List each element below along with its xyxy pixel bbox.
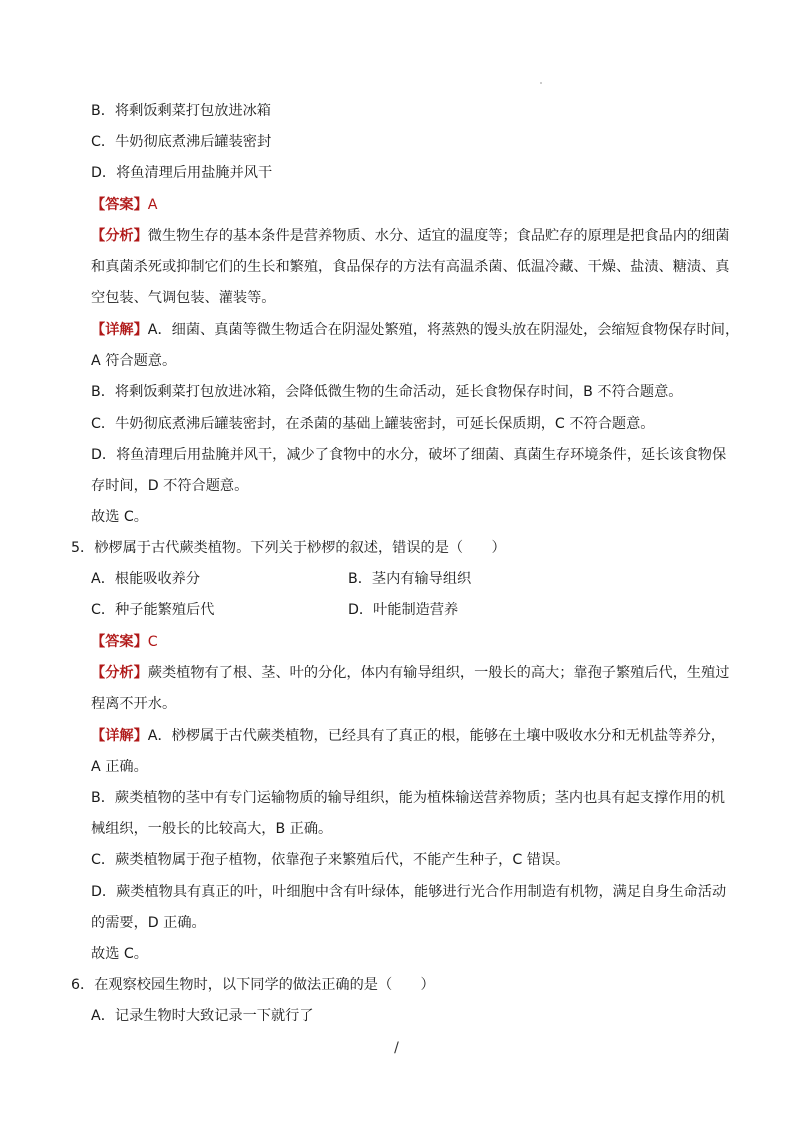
- q6-stem: 6．在观察校园生物时，以下同学的做法正确的是（ ）: [71, 977, 435, 993]
- q4-detail-c: C．牛奶彻底煮沸后罐装密封，在杀菌的基础上罐装密封，可延长保质期，C 不符合题意。: [91, 416, 655, 432]
- q5-detail-d-1: D．蕨类植物具有真正的叶，叶细胞中含有叶绿体，能够进行光合作用制造有机物，满足自身生命活动: [91, 884, 727, 900]
- q5-option-a: A．根能吸收养分: [91, 571, 201, 587]
- q5-detail-b-2: 械组织，一般长的比较高大，B 正确。: [91, 821, 333, 837]
- q4-option-d: D．将鱼清理后用盐腌并风干: [91, 165, 273, 181]
- q5-option-d: D．叶能制造营养: [348, 602, 459, 618]
- q4-option-c: C．牛奶彻底煮沸后罐装密封: [91, 134, 272, 150]
- q4-conclusion: 故选 C。: [91, 509, 148, 525]
- analysis-tag: 【分析】: [91, 665, 148, 681]
- page-number: /: [394, 1040, 399, 1056]
- scan-speck: [540, 82, 542, 84]
- q4-option-b: B．将剩饭剩菜打包放进冰箱: [91, 103, 271, 119]
- answer-tag: 【答案】: [91, 634, 148, 650]
- detail-tag: 【详解】: [91, 728, 148, 744]
- detail-tag: 【详解】: [91, 322, 148, 338]
- q5-detail-c: C．蕨类植物属于孢子植物，依靠孢子来繁殖后代，不能产生种子，C 错误。: [91, 852, 570, 868]
- q5-option-c: C．种子能繁殖后代: [91, 602, 215, 618]
- q4-answer: [91, 195, 731, 215]
- answer-value: C: [147, 634, 158, 650]
- q4-detail-b: B．将剩饭剩菜打包放进冰箱，会降低微生物的生命活动，延长食物保存时间，B 不符合题意。: [91, 384, 683, 400]
- q5-detail-line-2: A 正确。: [91, 759, 148, 775]
- detail-text: A．细菌、真菌等微生物适合在阴湿处繁殖，将蒸熟的馒头放在阴湿处，会缩短食物保存时间，: [147, 322, 740, 338]
- analysis-text: 微生物生存的基本条件是营养物质、水分、适宜的温度等；食品贮存的原理是把食品内的细菌: [147, 228, 730, 244]
- q4-analysis-line-1: [91, 226, 731, 246]
- q5-detail-b-1: B．蕨类植物的茎中有专门运输物质的输导组织，能为植株输送营养物质；茎内也具有起支撑作用的机: [91, 790, 725, 806]
- q5-answer: [91, 632, 731, 652]
- q4-analysis-line-3: 空包装、气调包装、灌装等。: [91, 290, 276, 306]
- q4-analysis-line-2: 和真菌杀死或抑制它们的生长和繁殖，食品保存的方法有高温杀菌、低温冷藏、干燥、盐渍、糖渍、真: [91, 259, 730, 275]
- q5-options-row-2: [91, 600, 731, 620]
- q6-option-a: A．记录生物时大致记录一下就行了: [91, 1008, 314, 1024]
- q5-stem: 5．桫椤属于古代蕨类植物。下列关于桫椤的叙述，错误的是（ ）: [71, 540, 506, 556]
- q5-analysis-line-1: [91, 663, 731, 683]
- q5-option-b: B．茎内有输导组织: [348, 571, 472, 587]
- detail-text: A．桫椤属于古代蕨类植物，已经具有了真正的根，能够在土壤中吸收水分和无机盐等养分，: [147, 728, 725, 744]
- q5-detail-line-1: [91, 726, 731, 746]
- q5-options-row-1: [91, 569, 731, 589]
- q5-detail-d-2: 的需要，D 正确。: [91, 915, 206, 931]
- q4-detail-d-1: D．将鱼清理后用盐腌并风干，减少了食物中的水分，破坏了细菌、真菌生存环境条件，延长该食物保: [91, 447, 727, 463]
- q4-detail-line-2: A 符合题意。: [91, 353, 177, 369]
- analysis-tag: 【分析】: [91, 228, 148, 244]
- q5-analysis-line-2: 程离不开水。: [91, 696, 177, 712]
- q4-detail-d-2: 存时间，D 不符合题意。: [91, 478, 249, 494]
- q4-detail-line-1: [91, 320, 740, 340]
- answer-value: A: [147, 197, 158, 213]
- analysis-text: 蕨类植物有了根、茎、叶的分化，体内有输导组织，一般长的高大；靠孢子繁殖后代，生殖过: [147, 665, 730, 681]
- answer-tag: 【答案】: [91, 197, 148, 213]
- q5-conclusion: 故选 C。: [91, 946, 148, 962]
